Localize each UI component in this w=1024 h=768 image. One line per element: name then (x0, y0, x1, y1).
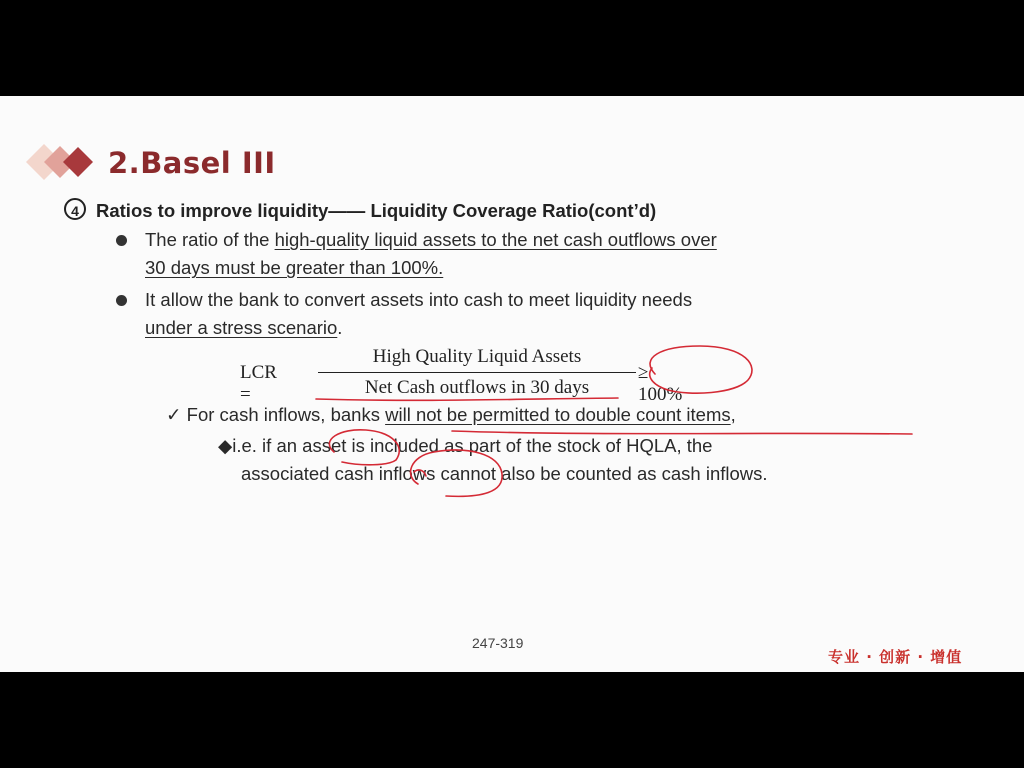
check-item (166, 404, 736, 426)
section-heading (64, 198, 656, 222)
sub-item-text-2: associated cash inflows cannot also be counted as cash inflows. (241, 463, 768, 484)
bullet-dot-icon (116, 295, 127, 306)
bullet-2-underlined: under a stress scenario (145, 317, 338, 338)
check-item-tail: , (730, 404, 736, 425)
sub-item-text-1: i.e. if an asset is included as part of the stock of HQLA, the (232, 435, 713, 456)
check-item-underlined: will not be permitted to double count items (385, 404, 731, 425)
slide-title: 2.Basel III (108, 146, 276, 180)
slide (0, 96, 1024, 672)
bullet-1 (145, 226, 717, 282)
diamond-logo-icon (26, 144, 102, 180)
diamond-bullet-icon: ◆ (218, 435, 233, 456)
bullet-2-line1: It allow the bank to convert assets into cash to meet liquidity needs (145, 289, 693, 310)
formula-denominator: Net Cash outflows in 30 days (364, 377, 590, 398)
bullet-1-underlined: high-quality liquid assets to the net cash outflows over (274, 229, 717, 250)
section-heading-text: Ratios to improve liquidity—— Liquidity Coverage Ratio(cont’d) (96, 200, 657, 221)
slogan: 专业 · 创新 · 增值 (828, 648, 963, 666)
check-mark-icon: ✓ (166, 404, 182, 425)
bullet-1-line2: 30 days must be greater than 100%. (145, 257, 444, 278)
formula-relation: ≥ 100% (638, 362, 683, 405)
sub-item-line-2 (241, 463, 768, 485)
fraction-line (318, 372, 636, 373)
check-item-plain: For cash inflows, banks (186, 404, 386, 425)
formula-numerator: High Quality Liquid Assets (372, 346, 582, 367)
bullet-1-plain: The ratio of the (145, 229, 275, 250)
bullet-2-tail: . (337, 317, 343, 338)
section-number-icon: 4 (64, 198, 86, 220)
bullet-2 (145, 286, 692, 342)
bullet-dot-icon (116, 235, 127, 246)
formula-lhs: LCR = (240, 362, 277, 405)
formula-fraction (318, 344, 636, 401)
page-number: 247-319 (472, 635, 524, 651)
sub-item-line-1 (218, 435, 712, 457)
